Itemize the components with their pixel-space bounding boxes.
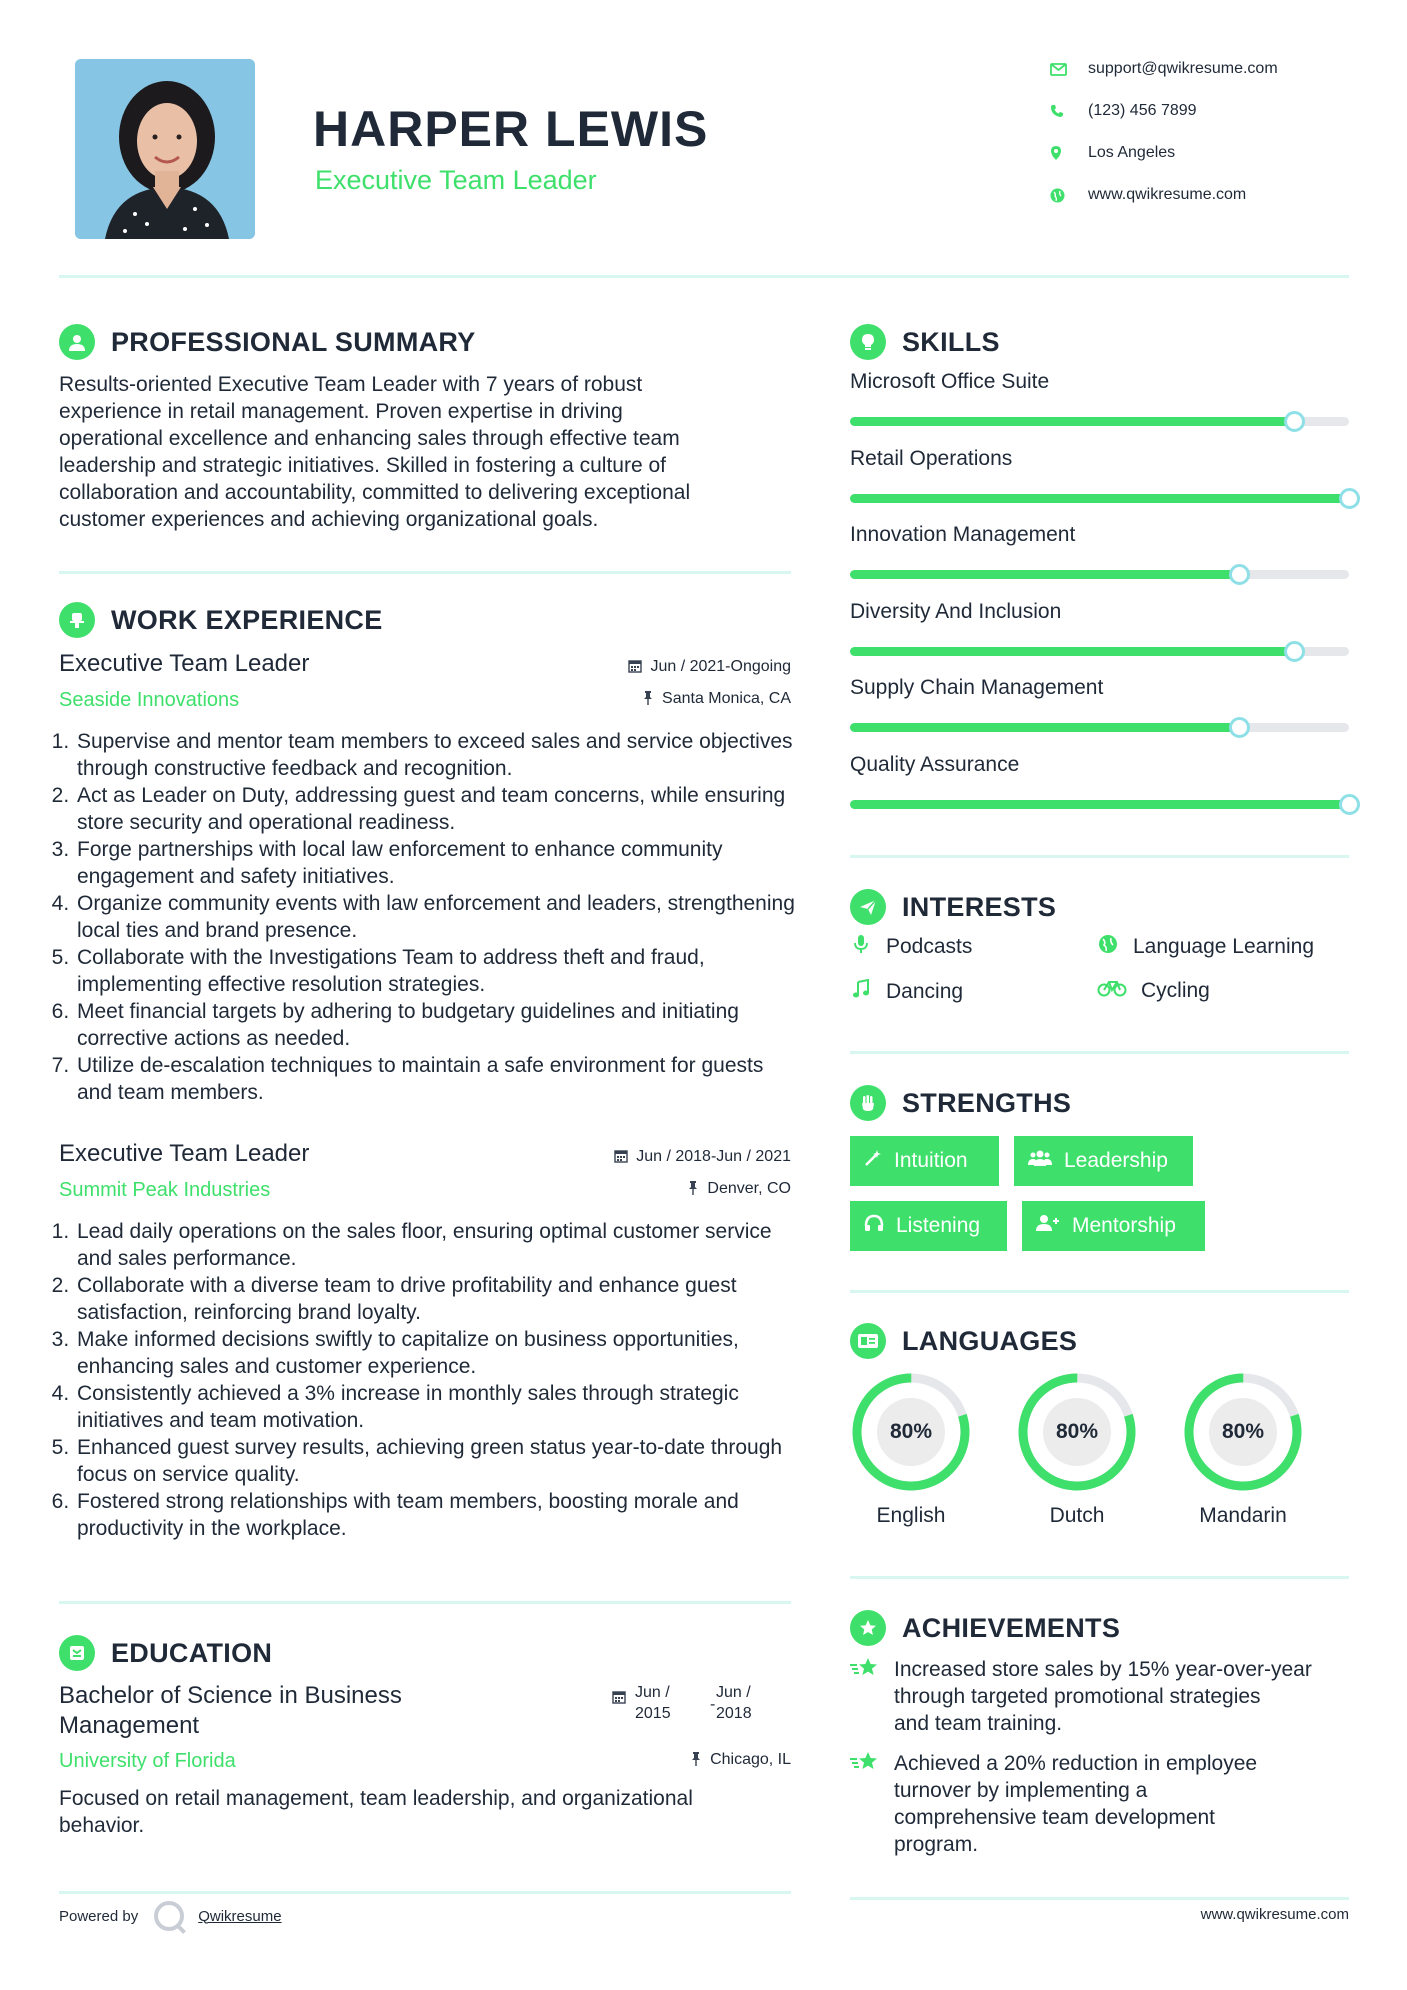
divider	[59, 571, 791, 574]
duty-item: 4. Consistently achieved a 3% increase in monthly sales through strategic initiatives and team motivation.	[75, 1380, 797, 1434]
skill-fill	[850, 417, 1294, 426]
duty-item: 5. Enhanced guest survey results, achieving green status year-to-date through focus on service quality.	[75, 1434, 797, 1488]
interest-item	[850, 979, 963, 1005]
skill-fill	[850, 800, 1349, 809]
divider	[850, 1897, 1349, 1900]
bicycle-icon	[1097, 979, 1127, 1003]
duty-item: 1. Lead daily operations on the sales floor, ensuring optimal customer service and sales performance.	[75, 1218, 797, 1272]
job-location	[490, 1180, 791, 1198]
job-company: Summit Peak Industries	[59, 1179, 271, 1201]
strength-tag	[1014, 1136, 1193, 1186]
user-icon	[59, 324, 95, 360]
strengths-title: STRENGTHS	[902, 1087, 1072, 1118]
contact-website[interactable]	[1050, 180, 1246, 210]
strength-tag	[1022, 1201, 1205, 1251]
skill-level-knob	[1339, 488, 1360, 509]
achievement-line: Achieved a 20% reduction in employee	[894, 1752, 1258, 1775]
achievements-title: ACHIEVEMENTS	[902, 1612, 1121, 1643]
profile-photo	[75, 59, 255, 239]
duty-item: 3. Forge partnerships with local law enforcement to enhance community engagement and safety initiatives.	[75, 836, 797, 890]
language-percent: 80%	[889, 1420, 933, 1443]
duty-item: 5. Collaborate with the Investigations Team to address theft and fraud, implementing effective resolution strategies.	[75, 944, 797, 998]
calendar-icon	[612, 1690, 630, 1709]
contact-location	[1050, 138, 1175, 168]
skill-level-knob	[1339, 794, 1360, 815]
envelope-icon	[1050, 63, 1088, 76]
graduation-icon	[59, 1635, 95, 1671]
strengths-heading	[850, 1084, 1071, 1122]
interest-label: Language Learning	[1133, 935, 1315, 958]
job-dates-text: Jun / 2021-Ongoing	[650, 658, 791, 675]
pin-icon	[687, 1181, 699, 1198]
interests-heading	[850, 888, 1056, 926]
duty-item: 7. Utilize de-escalation techniques to maintain a safe environment for guests and team members.	[75, 1052, 797, 1106]
skill-track	[850, 723, 1349, 732]
divider	[59, 1891, 791, 1894]
candidate-name: HARPER LEWIS	[313, 101, 709, 157]
candidate-title: Executive Team Leader	[315, 165, 597, 195]
hand-icon	[850, 1085, 886, 1121]
language-name: English	[876, 1504, 946, 1527]
interest-label: Cycling	[1141, 979, 1210, 1002]
powered-by-text: Powered by	[59, 1907, 139, 1925]
achievement-line: Increased store sales by 15% year-over-year	[894, 1658, 1312, 1681]
language-percent: 80%	[1221, 1420, 1265, 1443]
skill-label: Diversity And Inclusion	[850, 599, 1062, 623]
magic-wand-icon	[864, 1149, 882, 1173]
achievements-heading	[850, 1609, 1120, 1647]
duty-item: 1. Supervise and mentor team members to exceed sales and service objectives through constructive feedback and recognition.	[75, 728, 797, 782]
headphones-icon	[864, 1214, 884, 1238]
education-title: EDUCATION	[111, 1637, 273, 1668]
degree-line: Management	[59, 1712, 200, 1739]
interest-item	[850, 934, 972, 960]
skill-level-knob	[1229, 717, 1250, 738]
divider	[850, 1290, 1349, 1293]
language-ring	[1016, 1371, 1138, 1493]
achievement-text	[894, 1656, 1312, 1737]
skill-fill	[850, 570, 1239, 579]
job-dates	[490, 658, 791, 676]
language-card-icon	[850, 1323, 886, 1359]
star-icon	[850, 1610, 886, 1646]
interest-item	[1097, 934, 1314, 960]
achievement-item	[850, 1656, 1350, 1737]
strength-label: Leadership	[1064, 1149, 1168, 1172]
interest-label: Dancing	[886, 980, 964, 1003]
summary-line: leadership and strategic initiatives. Skilled in fostering a culture of	[59, 454, 666, 477]
star-icon	[850, 1750, 894, 1858]
summary-heading	[59, 323, 476, 361]
duty-item: 6. Meet financial targets by adhering to budgetary guidelines and initiating corrective actions as needed.	[75, 998, 797, 1052]
work-heading	[59, 601, 383, 639]
job-location	[490, 690, 791, 708]
skills-heading	[850, 323, 1000, 361]
contact-email[interactable]	[1050, 54, 1278, 84]
edu-date-text: 2018	[716, 1705, 752, 1722]
edu-line: Focused on retail management, team leadership, and organizational	[59, 1787, 693, 1810]
languages-title: LANGUAGES	[902, 1325, 1078, 1356]
interest-label: Podcasts	[886, 935, 973, 958]
skill-track	[850, 494, 1349, 503]
star-icon	[850, 1656, 894, 1737]
skills-title: SKILLS	[902, 326, 1000, 357]
skill-fill	[850, 723, 1239, 732]
divider	[850, 1051, 1349, 1054]
summary-line: collaboration and accountability, committed to delivering exceptional	[59, 481, 691, 504]
language-percent: 80%	[1055, 1420, 1099, 1443]
job-duties	[57, 728, 797, 1106]
duty-item: 3. Make informed decisions swiftly to capitalize on business opportunities, enhancing sales and customer experience.	[75, 1326, 797, 1380]
achievement-line: through targeted promotional strategies	[894, 1685, 1261, 1708]
language-name: Mandarin	[1199, 1504, 1287, 1527]
pin-icon	[690, 1752, 702, 1769]
map-pin-icon	[1050, 145, 1088, 161]
duty-item: 2. Act as Leader on Duty, addressing guest and team concerns, while ensuring store security and operational readiness.	[75, 782, 797, 836]
skill-label: Quality Assurance	[850, 752, 1020, 776]
edu-date-start	[635, 1682, 671, 1724]
skill-label: Retail Operations	[850, 446, 1013, 470]
contact-location-text: Los Angeles	[1088, 144, 1176, 161]
contact-website-text: www.qwikresume.com	[1088, 186, 1247, 203]
skill-fill	[850, 494, 1349, 503]
edu-date-text: 2015	[635, 1705, 671, 1722]
strength-tag	[850, 1136, 999, 1186]
contact-phone-text: (123) 456 7899	[1088, 102, 1197, 119]
music-note-icon	[850, 979, 872, 1005]
work-title: WORK EXPERIENCE	[111, 604, 383, 635]
job-title: Executive Team Leader	[59, 1140, 310, 1167]
skill-level-knob	[1229, 564, 1250, 585]
skill-track	[850, 800, 1349, 809]
skill-level-knob	[1284, 411, 1305, 432]
achievement-line: turnover by implementing a	[894, 1779, 1148, 1802]
duty-item: 2. Collaborate with a diverse team to drive profitability and enhance guest satisfaction, reinforcing brand loyalty.	[75, 1272, 797, 1326]
summary-line: customer experiences and achieving organizational goals.	[59, 508, 599, 531]
contact-email-text: support@qwikresume.com	[1088, 60, 1278, 77]
duty-item: 6. Fostered strong relationships with team members, boosting morale and productivity in the workplace.	[75, 1488, 797, 1542]
achievement-line: and team training.	[894, 1712, 1063, 1735]
divider	[850, 855, 1349, 858]
degree	[59, 1681, 509, 1741]
globe-icon	[1097, 934, 1119, 960]
header-divider	[59, 275, 1349, 278]
edu-date-text: Jun /	[716, 1684, 751, 1701]
language-ring	[1182, 1371, 1304, 1493]
calendar-icon	[614, 1149, 628, 1166]
users-icon	[1028, 1149, 1052, 1173]
summary-line: Results-oriented Executive Team Leader with 7 years of robust	[59, 373, 643, 396]
achievement-item	[850, 1750, 1350, 1858]
language-name: Dutch	[1049, 1504, 1105, 1527]
skill-track	[850, 647, 1349, 656]
skill-level-knob	[1284, 641, 1305, 662]
strength-label: Intuition	[894, 1149, 968, 1172]
qwikresume-logo-icon	[154, 1901, 184, 1931]
skill-label: Supply Chain Management	[850, 676, 1104, 699]
edu-date-end	[716, 1682, 752, 1724]
microphone-icon	[850, 934, 872, 960]
achievement-text	[894, 1750, 1257, 1858]
duty-item: 4. Organize community events with law enforcement and leaders, strengthening local ties and brand presence.	[75, 890, 797, 944]
strength-label: Mentorship	[1072, 1214, 1176, 1237]
achievement-line: comprehensive team development	[894, 1806, 1216, 1829]
strength-label: Listening	[896, 1214, 981, 1237]
skill-track	[850, 417, 1349, 426]
job-title: Executive Team Leader	[59, 650, 310, 677]
strength-tag	[850, 1201, 1007, 1251]
degree-line: Bachelor of Science in Business	[59, 1682, 402, 1709]
interest-item	[1097, 979, 1210, 1003]
job-location-text: Santa Monica, CA	[662, 690, 791, 707]
school-name: University of Florida	[59, 1750, 236, 1772]
skill-label: Microsoft Office Suite	[850, 370, 1050, 393]
user-plus-icon	[1036, 1214, 1060, 1238]
interests-title: INTERESTS	[902, 891, 1057, 922]
job-dates	[490, 1148, 791, 1166]
skill-fill	[850, 647, 1294, 656]
brand-link[interactable]: Qwikresume	[198, 1907, 282, 1925]
languages-heading	[850, 1322, 1077, 1360]
edu-description	[59, 1785, 799, 1839]
job-location-text: Denver, CO	[707, 1180, 791, 1197]
pin-icon	[642, 691, 654, 708]
divider	[850, 1576, 1349, 1579]
edu-date-separator: -	[710, 1696, 716, 1713]
summary-title: PROFESSIONAL SUMMARY	[111, 326, 476, 357]
edu-location-text: Chicago, IL	[710, 1751, 791, 1768]
language-ring	[850, 1371, 972, 1493]
job-dates-text: Jun / 2018-Jun / 2021	[636, 1148, 791, 1165]
skill-track	[850, 570, 1349, 579]
summary-text	[59, 371, 799, 533]
achievement-line: program.	[894, 1833, 979, 1856]
edu-date-text: Jun /	[635, 1684, 670, 1701]
contact-phone[interactable]	[1050, 96, 1197, 126]
globe-icon	[1050, 188, 1088, 203]
job-company: Seaside Innovations	[59, 689, 240, 711]
summary-line: experience in retail management. Proven expertise in driving	[59, 400, 623, 423]
calendar-icon	[628, 659, 642, 676]
footer-url[interactable]: www.qwikresume.com	[1200, 1906, 1349, 1923]
edu-line: behavior.	[59, 1814, 145, 1837]
phone-icon	[1050, 104, 1088, 118]
divider	[59, 1601, 791, 1604]
skill-label: Innovation Management	[850, 523, 1076, 546]
briefcase-icon	[59, 602, 95, 638]
education-heading	[59, 1634, 272, 1672]
edu-location	[490, 1751, 791, 1769]
lightbulb-icon	[850, 324, 886, 360]
summary-line: operational excellence and enhancing sales through effective team	[59, 427, 680, 450]
job-duties	[57, 1218, 797, 1542]
footer-powered-by	[59, 1896, 282, 1936]
paper-plane-icon	[850, 889, 886, 925]
